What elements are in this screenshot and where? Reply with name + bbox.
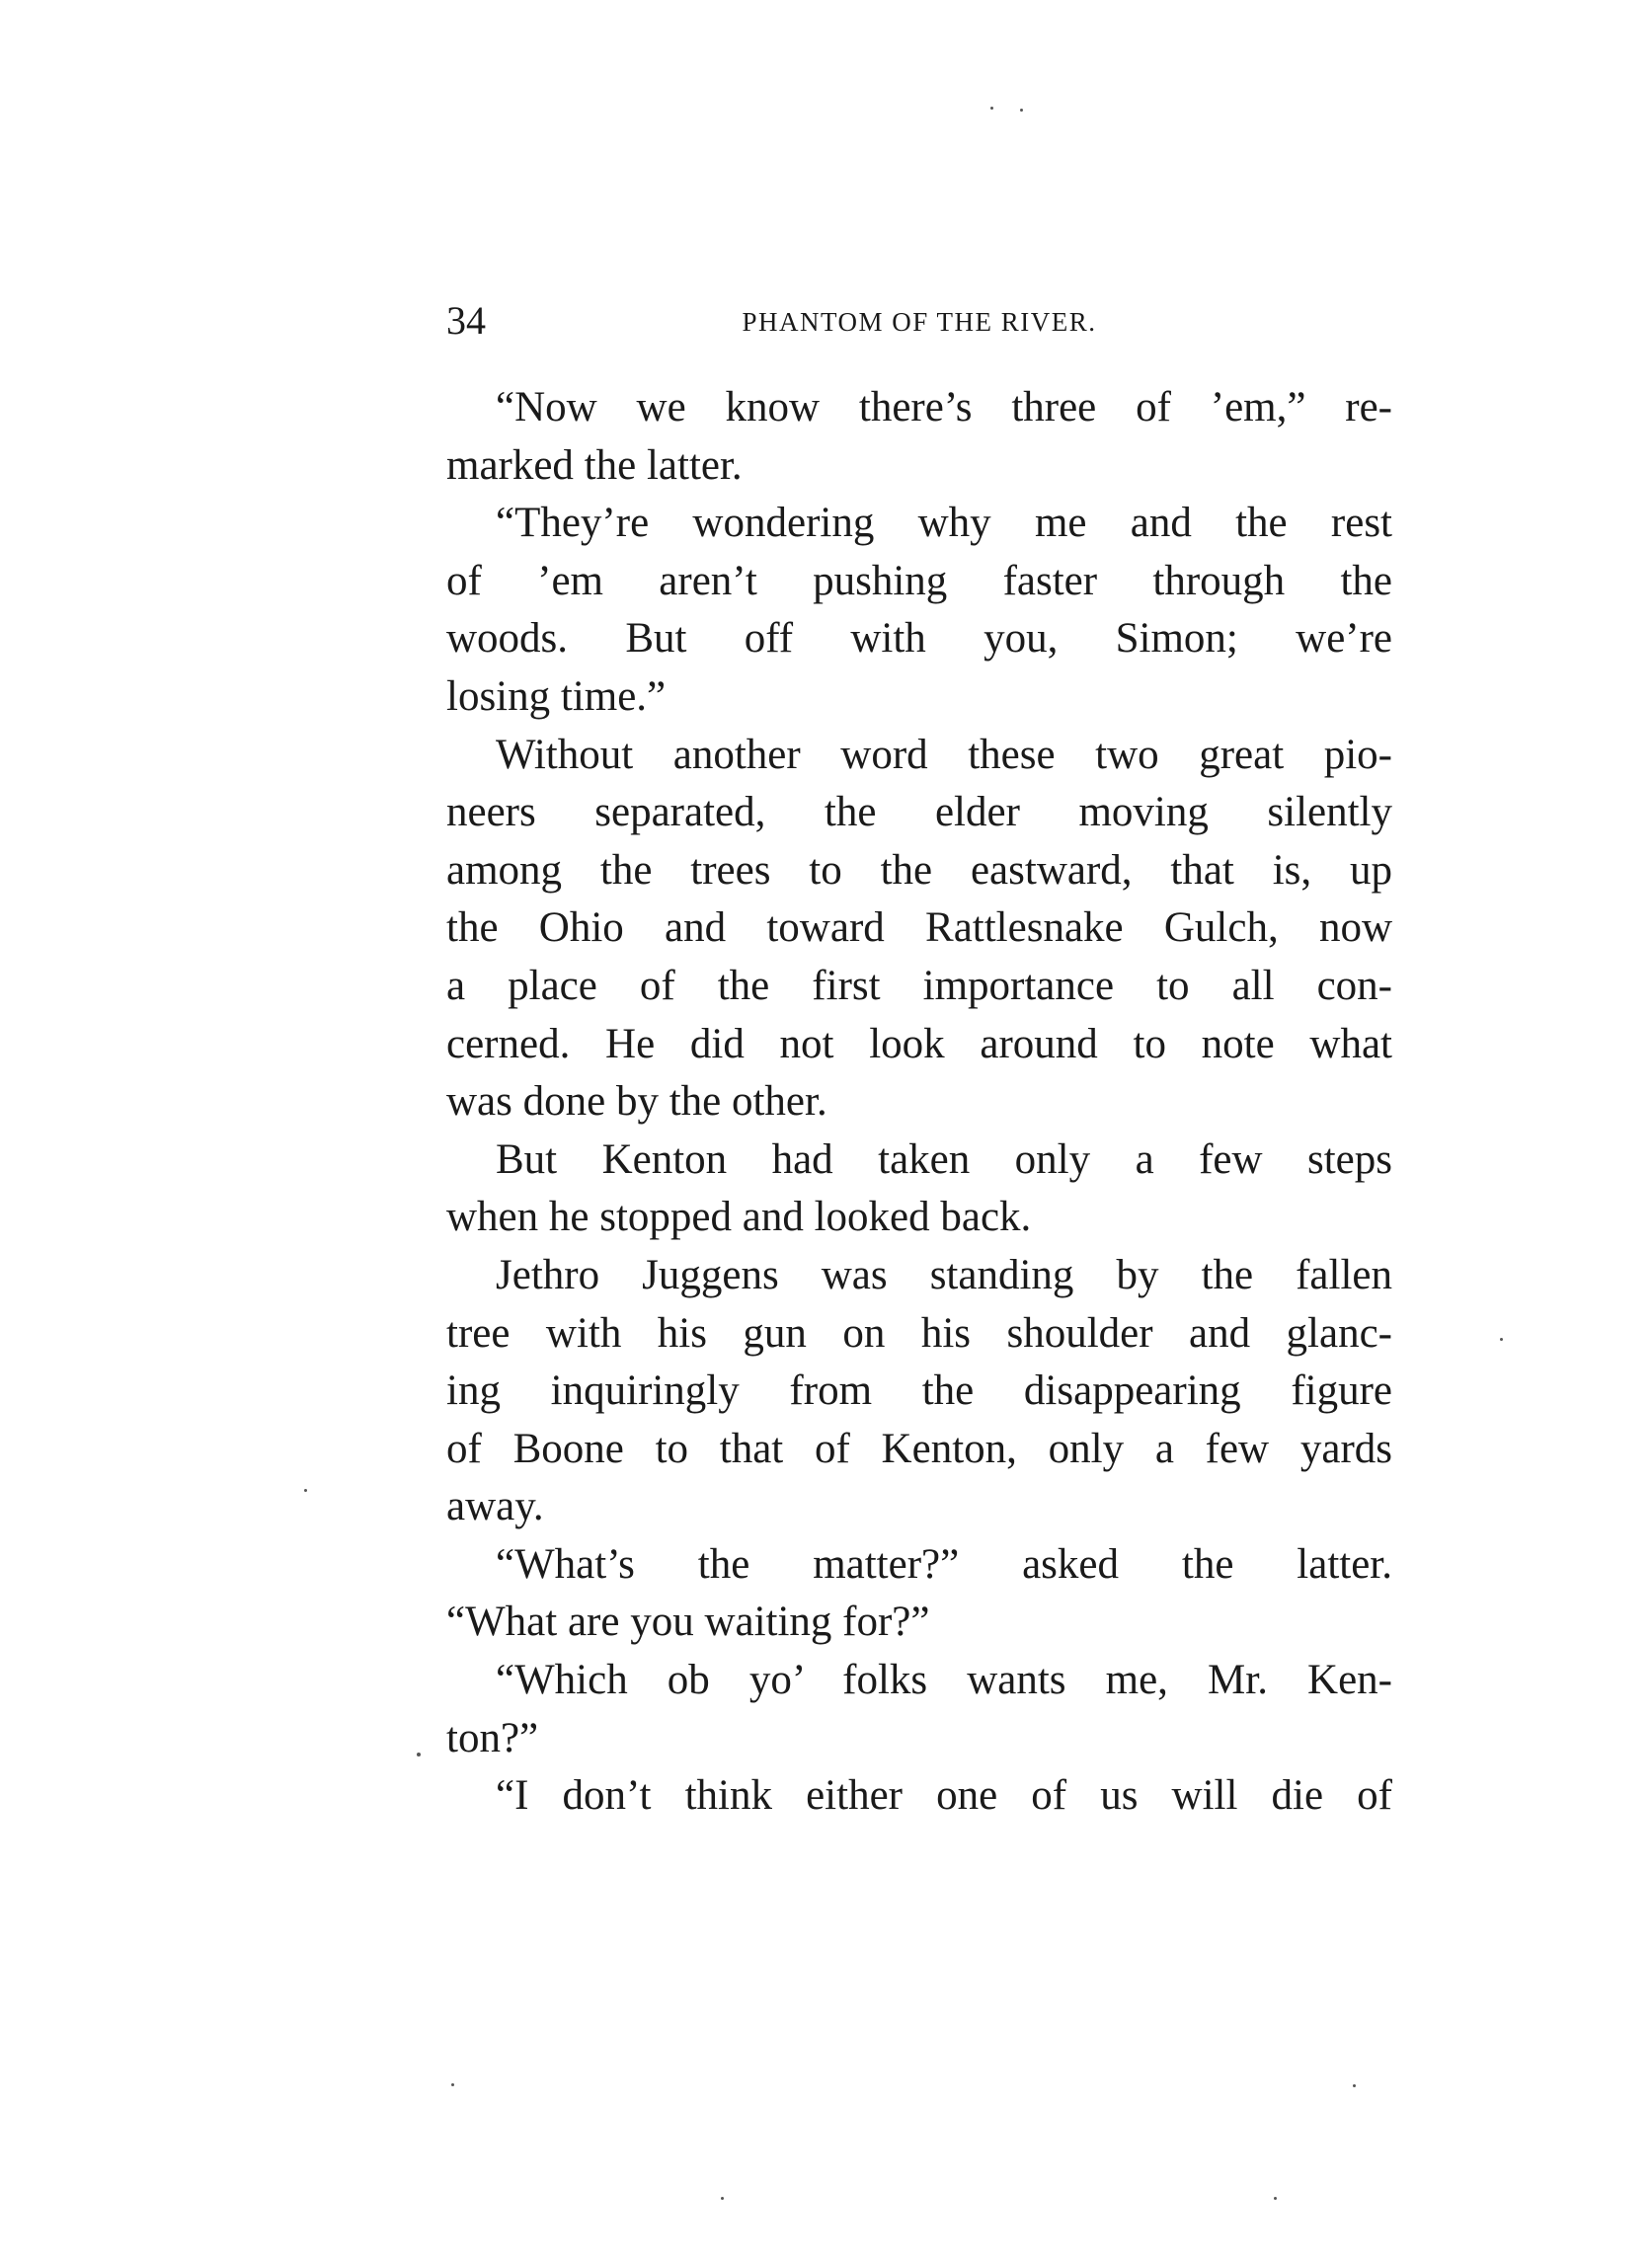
text-line: cerned. He did not look around to note what [446,1020,1392,1067]
text-line: tree with his gun on his shoulder and glanc- [446,1309,1392,1357]
text-line: a place of the first importance to all con- [446,962,1392,1009]
scan-speck [451,2083,454,2086]
text-line: ing inquiringly from the disappearing figure [446,1367,1392,1415]
text-line: of ’em aren’t pushing faster through the [446,557,1392,604]
text-line: “What are you waiting for?” [446,1599,930,1646]
text-line: was done by the other. [446,1078,827,1126]
page-header [446,296,1392,346]
scan-speck [990,107,993,110]
text-line: “They’re wondering why me and the rest [496,500,1392,547]
body-text [446,379,1392,1826]
text-line: Jethro Juggens was standing by the fallen [496,1251,1392,1298]
scan-speck [1274,2197,1277,2200]
scan-speck [1020,109,1023,112]
scan-speck [304,1489,307,1492]
page-number: 34 [446,298,486,343]
text-line: among the trees to the eastward, that is, up [446,846,1392,894]
text-line: “I don’t think either one of us will die of [496,1772,1392,1820]
scan-speck [721,2197,724,2200]
text-line: But Kenton had taken only a few steps [496,1135,1392,1183]
running-title: PHANTOM OF THE RIVER. [742,307,1097,337]
text-line: away. [446,1483,544,1530]
text-line: of Boone to that of Kenton, only a few yards [446,1425,1392,1472]
text-line: woods. But off with you, Simon; we’re [446,615,1392,663]
text-line: when he stopped and looked back. [446,1194,1032,1241]
text-line: marked the latter. [446,441,743,489]
scan-speck [1500,1338,1503,1341]
scan-speck [417,1753,421,1757]
text-line: ton?” [446,1714,539,1761]
text-line: neers separated, the elder moving silently [446,789,1392,836]
text-line: “What’s the matter?” asked the latter. [496,1540,1392,1588]
text-line: “Which ob yo’ folks wants me, Mr. Ken- [496,1657,1392,1704]
text-line: losing time.” [446,672,667,720]
scan-speck [1353,2084,1356,2087]
text-line: the Ohio and toward Rattlesnake Gulch, now [446,904,1392,952]
text-line: Without another word these two great pio- [496,731,1392,778]
text-line: “Now we know there’s three of ’em,” re- [496,384,1392,430]
